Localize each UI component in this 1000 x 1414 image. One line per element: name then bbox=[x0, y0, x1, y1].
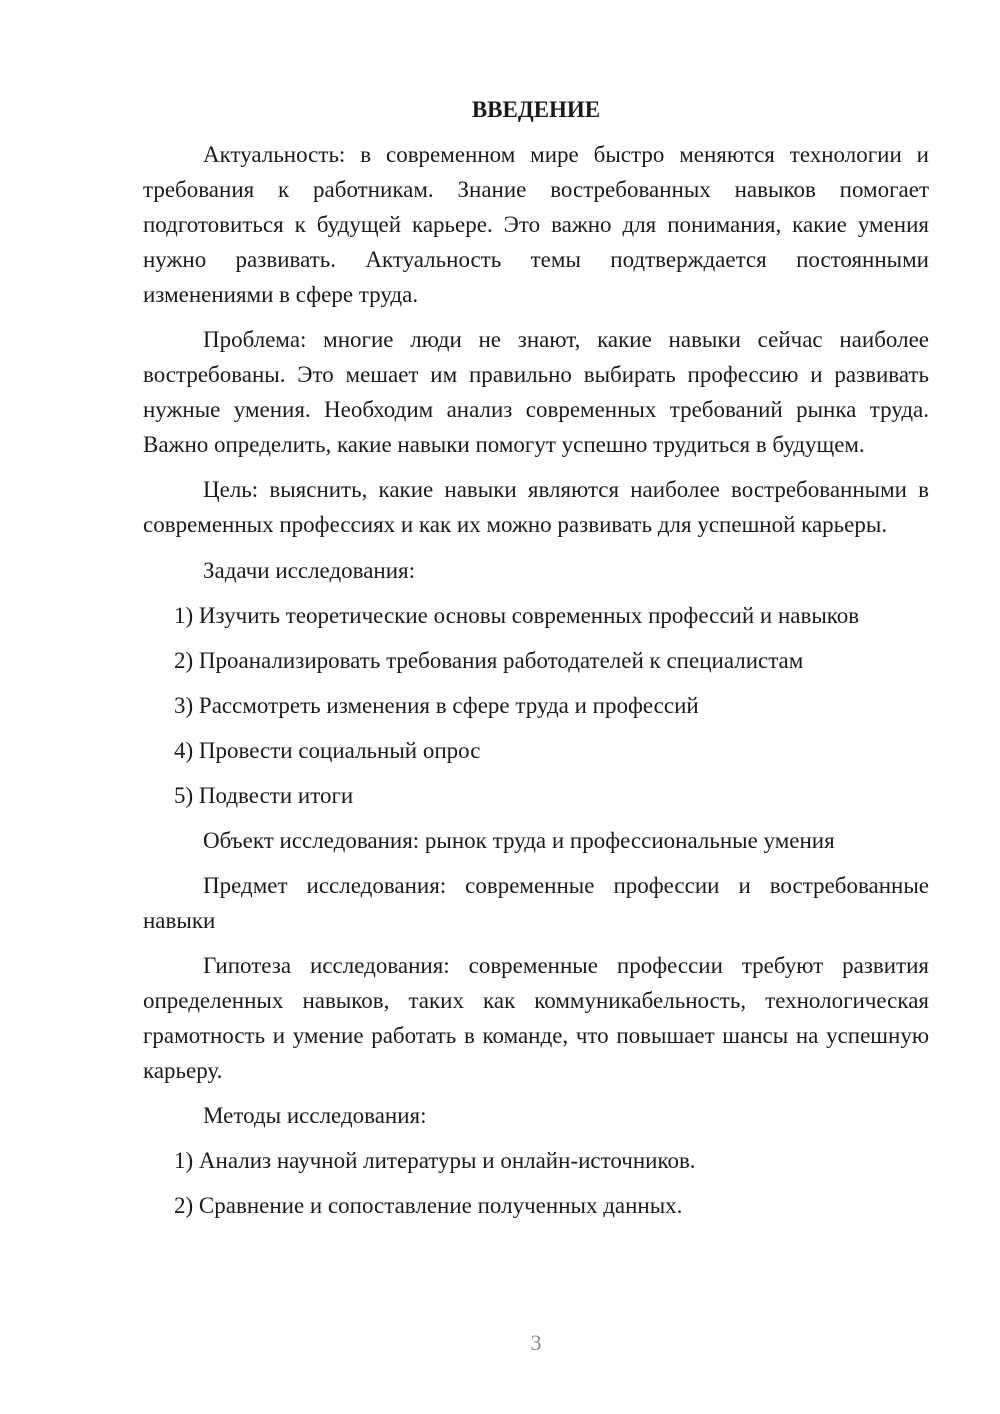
list-item: 2) Проанализировать требования работодателей к специалистам bbox=[174, 648, 804, 673]
object-paragraph: Объект исследования: рынок труда и профессиональные умения bbox=[203, 828, 835, 853]
subject-paragraph: Предмет исследования: современные профессии и востребованные навыки bbox=[143, 873, 929, 933]
list-item: 1) Анализ научной литературы и онлайн-источников. bbox=[174, 1148, 696, 1173]
tasks-heading: Задачи исследования: bbox=[203, 558, 416, 583]
list-item: 2) Сравнение и сопоставление полученных данных. bbox=[174, 1193, 683, 1218]
page-number: 3 bbox=[530, 1330, 542, 1355]
methods-heading: Методы исследования: bbox=[203, 1103, 427, 1128]
section-title: ВВЕДЕНИЕ bbox=[471, 97, 601, 122]
relevance-paragraph: Актуальность: в современном мире быстро меняются технологии и требования к работникам. Знание востребованных навыков помогает подготовиться к будущей карьере. Это важно для понимания, какие умения нужно развивать. Актуальность темы подтверждается постоянными изменениями в сфере труда. bbox=[143, 142, 929, 307]
list-item: 4) Провести социальный опрос bbox=[174, 738, 481, 763]
document-body bbox=[143, 92, 929, 1233]
goal-paragraph: Цель: выяснить, какие навыки являются наиболее востребованными в современных профессиях и как их можно развивать для успешной карьеры. bbox=[143, 477, 929, 537]
tasks-list bbox=[143, 598, 929, 813]
hypothesis-paragraph: Гипотеза исследования: современные профессии требуют развития определенных навыков, таких как коммуникабельность, технологическая грамотность и умение работать в команде, что повышает шансы на успешную карьеру. bbox=[143, 953, 929, 1083]
list-item: 3) Рассмотреть изменения в сфере труда и профессий bbox=[174, 693, 699, 718]
list-item: 1) Изучить теоретические основы современных профессий и навыков bbox=[174, 603, 860, 628]
methods-list bbox=[143, 1143, 929, 1223]
list-item: 5) Подвести итоги bbox=[174, 783, 354, 808]
problem-paragraph: Проблема: многие люди не знают, какие навыки сейчас наиболее востребованы. Это мешает им правильно выбирать профессию и развивать нужные умения. Необходим анализ современных требований рынка труда. Важно определить, какие навыки помогут успешно трудиться в будущем. bbox=[143, 327, 929, 457]
